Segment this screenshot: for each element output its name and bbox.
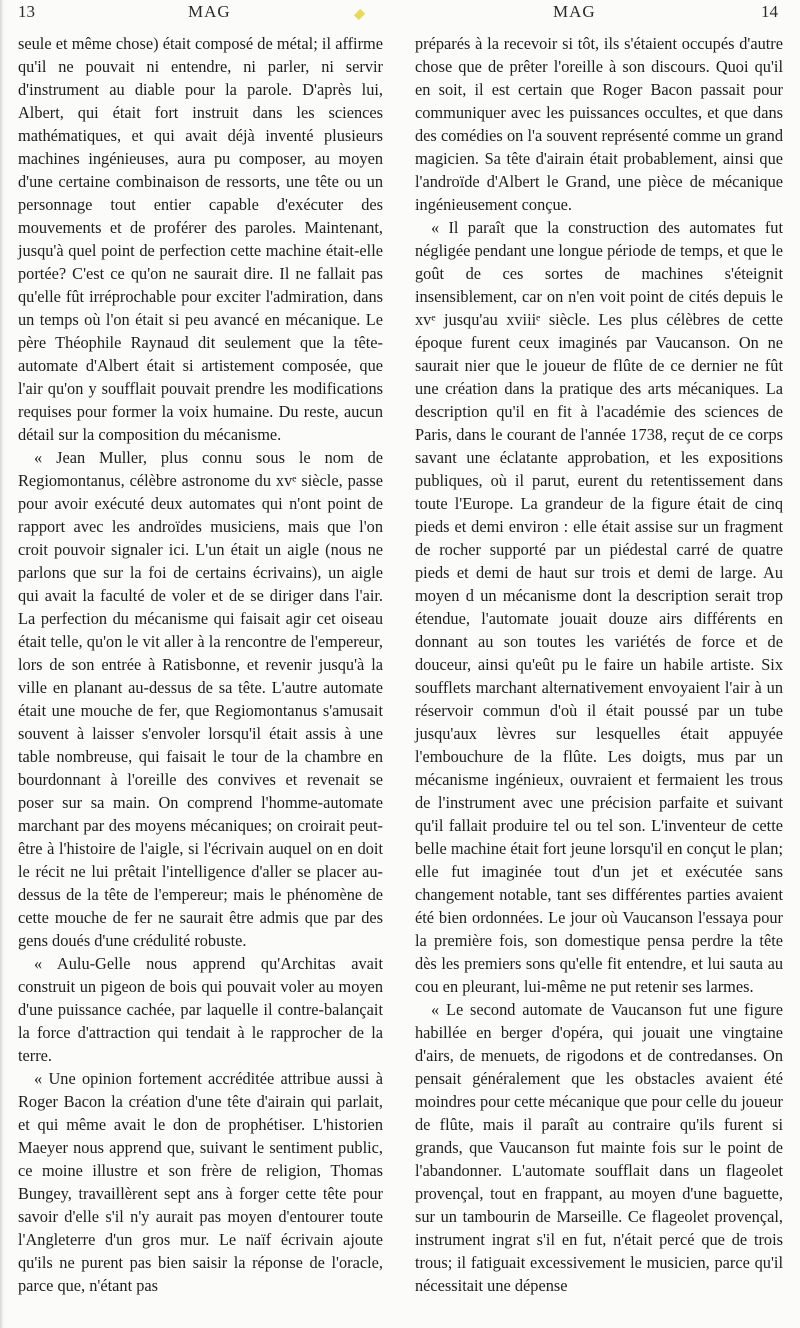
left-paragraph: « Une opinion fortement accréditée attribue aussi à Roger Bacon la création d'une tête d'airain qui parlait, et qui même avait le don de prophétiser. L'historien Maeyer nous apprend que, suivant le sentiment public, ce moine illustre et son frère de religion, Thomas Bungey, travaillèrent sept ans à forger cette tête pour savoir d'elle s'il n'y aurait pas moyen d'entourer toute l'Angleterre d'un gros mur. Le naïf écrivain ajoute qu'ils ne purent pas bien saisir la réponse de l'oracle, parce que, n'étant pas [18,1069,383,1295]
right-paragraph: « Il paraît que la construction des automates fut négligée pendant une longue période de temps, et que le goût de ces sortes de machines s'éteignit insensiblement, car on n'en voit point de cités depuis le xvᵉ jusqu'au xviiiᵉ siècle. Les plus célèbres de cette époque furent ceux imaginés par Vaucanson. On ne saurait nier que le joueur de flûte de ce dernier ne fût une création dans la pratique des arts mécaniques. La description qu'il en fit à l'académie des sciences de Paris, dans le courant de l'année 1738, reçut de ce corps savant une éclatante approbation, et les expositions publiques, où il parut, eurent du retentissement dans toute l'Europe. La grandeur de la figure était de cinq pieds et demi environ : elle était assise sur un fragment de rocher supporté par un piédestal carré de quatre pieds et demi de haut sur trois et demi de large. Au moyen d un mécanisme dont la description serait trop étendue, l'automate jouait douze airs différents en donnant au son toutes les variétés de force et de douceur, ainsi qu'eût pu le faire un habile artiste. Six soufflets marchant alternativement envoyaient l'air à un réservoir commun d'où il était poussé par un tube jusqu'aux lèvres sur lesquelles était appuyée l'embouchure de la flûte. Les doigts, mus par un mécanisme ingénieux, ouvraient et fermaient les trous de l'instrument avec une précision parfaite et suivant qu'il fallait produire tel ou tel son. L'inventeur de cette belle machine était fort jeune lorsqu'il en conçut le plan; elle fut imaginée tout d'un jet et exécutée sans changement notable, tant ses différentes parties avaient été bien ordonnées. Le jour où Vaucanson l'essaya pour la première fois, son domestique pensa perdre la tête dès les premiers sons qu'elle fit entendre, et lui sauta au cou en pleurant, lui-même ne put retenir ses larmes. [415,218,783,996]
page-binding-shadow [0,0,4,1328]
left-paragraph: « Jean Muller, plus connu sous le nom de Regiomontanus, célèbre astronome du xvᵉ siècle, passe pour avoir exécuté deux automates qui n'ont point de rapport avec les androïdes musiciens, mais que l'on croit pouvoir signaler ici. L'un était un aigle (nous ne parlons que sur la foi de certains écrivains), un aigle qui avait la faculté de voler et de se diriger dans l'air. La perfection du mécanisme qui faisait agir cet oiseau était telle, qu'on le vit aller à la rencontre de l'empereur, lors de son entrée à Ratisbonne, et revenir jusqu'à la ville en planant au-dessus de sa tête. L'autre automate était une mouche de fer, que Regiomontanus s'amusait souvent à laisser s'envoler lorsqu'il était assis à une table nombreuse, qui faisait le tour de la chambre en bourdonnant à l'oreille des convives et revenait se poser sur sa main. On comprend l'homme-automate marchant par des moyens mécaniques; on croirait peut-être à l'histoire de l'aigle, si l'écrivain auquel on en doit le récit ne lui prêtait l'intelligence d'aller se placer au-dessus de la tête de l'empereur; mais le phénomène de cette mouche de fer ne saurait être admis que par des gens doués d'une crédulité robuste. [18,448,383,950]
left-running-title: MAG [188,2,231,21]
left-page-number: 13 [18,2,35,21]
right-page-number: 14 [761,2,778,21]
left-paragraph: seule et même chose) était composé de métal; il affirme qu'il ne pouvait ni entendre, ni parler, ni servir d'instrument au diable pour la parole. D'après lui, Albert, qui était fort instruit dans les sciences mathématiques, et qui avait déjà inventé plusieurs machines ingénieuses, aura pu composer, au moyen d'une certaine combinaison de ressorts, une tête ou un personnage tout entier capable d'exécuter des mouvements et de proférer des paroles. Maintenant, jusqu'à quel point de perfection cette machine était-elle portée? C'est ce qu'on ne saurait dire. Il ne fallait pas qu'elle fût irréprochable pour exciter l'admiration, dans un temps où l'on était si peu avancé en mécanique. Le père Théophile Raynaud dit seulement que la tête-automate d'Albert était si artistement composée, que l'air qu'on y soufflait pouvait prendre les modifications requises pour former la voix humaine. Du reste, aucun détail sur la composition du mécanisme. [18,34,383,444]
left-column [18,32,383,1297]
right-paragraph: « Le second automate de Vaucanson fut une figure habillée en berger d'opéra, qui jouait une vingtaine d'airs, de menuets, de rigodons et de contredanses. On pensait généralement que les obstacles avaient été moindres pour cette mécanique que pour celle du joueur de flûte, mais il paraît au contraire qu'ils furent si grands, que Vaucanson fut mainte fois sur le point de l'abandonner. L'automate soufflait dans un flageolet provençal, tout en frappant, au moyen d'une baguette, sur un tambourin de Marseille. Ce flageolet provençal, instrument ingrat s'il en fut, n'était percé que de trois trous; il fatiguait excessivement le musicien, parce qu'il nécessitait une dépense [415,1000,783,1295]
right-column [415,32,783,1297]
running-header [18,2,778,32]
left-paragraph: « Aulu-Gelle nous apprend qu'Architas avait construit un pigeon de bois qui pouvait voler au moyen d'une puissance cachée, par laquelle il contre-balançait la force d'attraction qui tendait à le rapprocher de la terre. [18,954,383,1065]
right-running-title: MAG [553,2,596,21]
right-paragraph: préparés à la recevoir si tôt, ils s'étaient occupés d'autre chose que de prêter l'oreille à son discours. Quoi qu'il en soit, il est certain que Roger Bacon passait pour communiquer avec les puissances occultes, et que dans des comédies on l'a souvent représenté comme un grand magicien. Sa tête d'airain était probablement, ainsi que l'androïde d'Albert le Grand, une pièce de mécanique ingénieusement conçue. [415,34,783,214]
